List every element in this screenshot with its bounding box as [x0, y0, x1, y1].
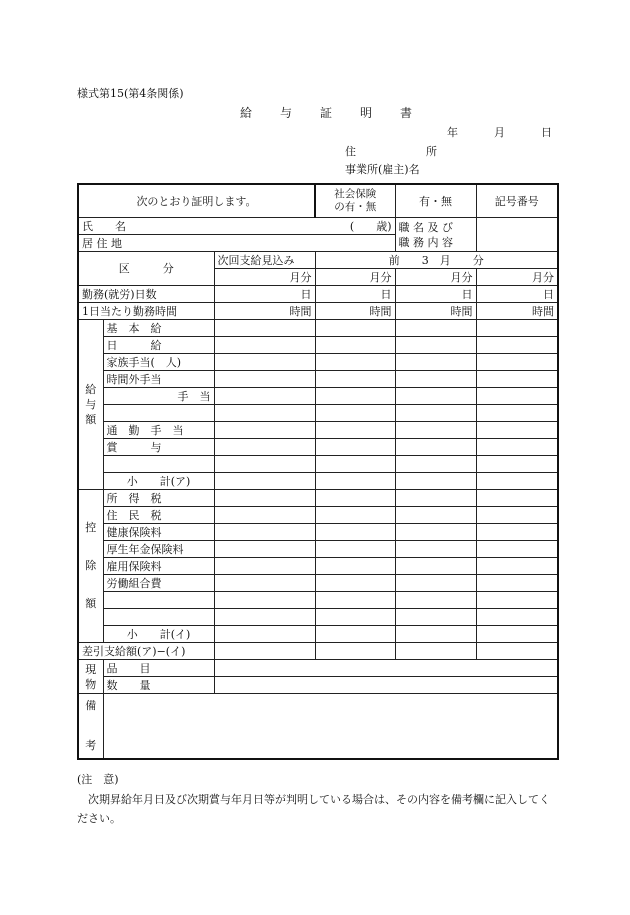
hours-unit: 時間: [395, 303, 476, 320]
in-kind-qty-label: 数 量: [103, 677, 214, 694]
vertical-char: 給: [85, 383, 97, 396]
deduct-row: [78, 524, 558, 541]
deduct-item-label: 住 民 税: [103, 507, 214, 524]
title-char: 明: [360, 106, 373, 120]
note-text: 次期昇給年月日及び次期賞与年月日等が判明している場合は、その内容を備考欄に記入してください。: [77, 793, 550, 825]
pay-row: [78, 371, 558, 388]
salary-certificate-table: [77, 183, 559, 760]
in-kind-qty-field[interactable]: [214, 677, 558, 694]
residence-label: 居 住 地: [78, 235, 214, 252]
day-label: 日: [541, 126, 552, 139]
deduct-row: [78, 558, 558, 575]
pay-item-label: 賞 与: [103, 439, 214, 456]
deduct-row: [78, 575, 558, 592]
vertical-char: 現: [85, 662, 97, 676]
deduct-row: [78, 541, 558, 558]
address-label-2: 所: [426, 145, 437, 158]
title-char: 給: [240, 106, 253, 120]
form-number: 様式第15(第4条関係): [77, 87, 184, 100]
work-days-label: 勤務(就労)日数: [78, 286, 214, 303]
month-portion: 月分: [315, 269, 395, 286]
pay-item-label: 通 勤 手 当: [103, 422, 214, 439]
vertical-char: 考: [85, 739, 97, 752]
days-unit: 日: [395, 286, 476, 303]
deduct-item-label: 労働組合費: [103, 575, 214, 592]
deduct-row: [78, 592, 558, 609]
month-portion: 月分: [395, 269, 476, 286]
pay-item-label: 手 当: [103, 388, 214, 405]
symbol-number-label: 記号番号: [476, 184, 558, 218]
pay-item-label: 時間外手当: [103, 371, 214, 388]
age-field[interactable]: ( 歳): [214, 218, 395, 235]
work-days-row: [78, 286, 558, 303]
employer-label: 事業所(雇主)名: [345, 163, 420, 176]
title-char: 書: [400, 106, 413, 120]
address-label-1: 住: [345, 145, 356, 158]
title-char: 与: [280, 106, 293, 120]
pay-subtotal-row: [78, 473, 558, 490]
remarks-row: [78, 694, 558, 760]
pay-section-label: [78, 320, 103, 490]
social-insurance-label: [315, 184, 395, 218]
date-line: [447, 124, 588, 140]
prev-months-header: 前 3 月 分: [315, 252, 558, 269]
daily-hours-label: 1日当たり勤務時間: [78, 303, 214, 320]
days-unit: 日: [315, 286, 395, 303]
vertical-char: 除: [85, 559, 97, 572]
days-unit: 日: [476, 286, 558, 303]
deduct-row: [78, 490, 558, 507]
pay-row: [78, 354, 558, 371]
year-label: 年: [447, 126, 458, 139]
vertical-char: 額: [85, 597, 97, 610]
in-kind-row: [78, 660, 558, 677]
in-kind-qty-row: [78, 677, 558, 694]
deduct-item-label: 所 得 税: [103, 490, 214, 507]
pay-row: [78, 405, 558, 422]
name-label: 氏 名: [78, 218, 214, 235]
pay-item-label: [103, 456, 214, 473]
pay-row: [78, 456, 558, 473]
deduct-row: [78, 507, 558, 524]
document-title: [240, 104, 440, 121]
vertical-char: 与: [85, 398, 97, 411]
vertical-char: 額: [85, 413, 97, 426]
in-kind-item-field[interactable]: [214, 660, 558, 677]
pay-row: [78, 439, 558, 456]
vertical-char: 控: [85, 521, 97, 534]
month-portion: 月分: [476, 269, 558, 286]
name-row: [78, 218, 558, 235]
pay-row: [78, 320, 558, 337]
deduct-section-label: [78, 490, 103, 643]
hours-unit: 時間: [476, 303, 558, 320]
remarks-field[interactable]: [103, 694, 558, 760]
next-estimate-header: 次回支給見込み: [214, 252, 315, 269]
daily-hours-row: [78, 303, 558, 320]
month-label: 月: [494, 126, 505, 139]
deduct-item-label: 健康保険料: [103, 524, 214, 541]
social-insurance-line1: 社会保険: [334, 188, 377, 200]
hours-unit: 時間: [315, 303, 395, 320]
net-pay-label: 差引支給額(ア)−(イ): [78, 643, 214, 660]
pay-item-label: 基 本 給: [103, 320, 214, 337]
residence-field[interactable]: [214, 235, 395, 252]
pay-item-label: [103, 405, 214, 422]
pay-subtotal-label: 小 計(ア): [103, 473, 214, 490]
days-unit: 日: [214, 286, 315, 303]
job-label: [395, 218, 476, 252]
certify-row: [78, 184, 558, 218]
deduct-item-label: [103, 609, 214, 626]
job-label-line2: 職 務 内 容: [398, 235, 454, 249]
month-portion: 月分: [214, 269, 315, 286]
net-pay-row: [78, 643, 558, 660]
address-line: [345, 143, 437, 159]
deduct-item-label: [103, 592, 214, 609]
job-field[interactable]: [476, 218, 558, 252]
in-kind-item-label: 品 目: [103, 660, 214, 677]
hours-unit: 時間: [214, 303, 315, 320]
deduct-subtotal-label: 小 計(イ): [103, 626, 214, 643]
deduct-item-label: 厚生年金保険料: [103, 541, 214, 558]
vertical-char: 物: [85, 677, 97, 691]
in-kind-label: [78, 660, 103, 694]
pay-row: [78, 422, 558, 439]
certify-text: 次のとおり証明します。: [136, 194, 257, 208]
yes-no-field[interactable]: 有・無: [395, 184, 476, 218]
job-label-line1: 職 名 及 び: [398, 220, 454, 234]
social-insurance-line2: の有・無: [334, 201, 377, 213]
deduct-item-label: 雇用保険料: [103, 558, 214, 575]
section-header: 区 分: [78, 252, 214, 286]
pay-row: [78, 388, 558, 405]
vertical-char: 備: [85, 699, 97, 712]
remarks-label: [78, 694, 103, 760]
pay-item-label: 日 給: [103, 337, 214, 354]
column-header-row: [78, 252, 558, 269]
note-heading: (注 意): [77, 773, 119, 786]
deduct-row: [78, 609, 558, 626]
pay-row: [78, 337, 558, 354]
pay-item-label: 家族手当( 人): [103, 354, 214, 371]
title-char: 証: [320, 106, 333, 120]
deduct-subtotal-row: [78, 626, 558, 643]
